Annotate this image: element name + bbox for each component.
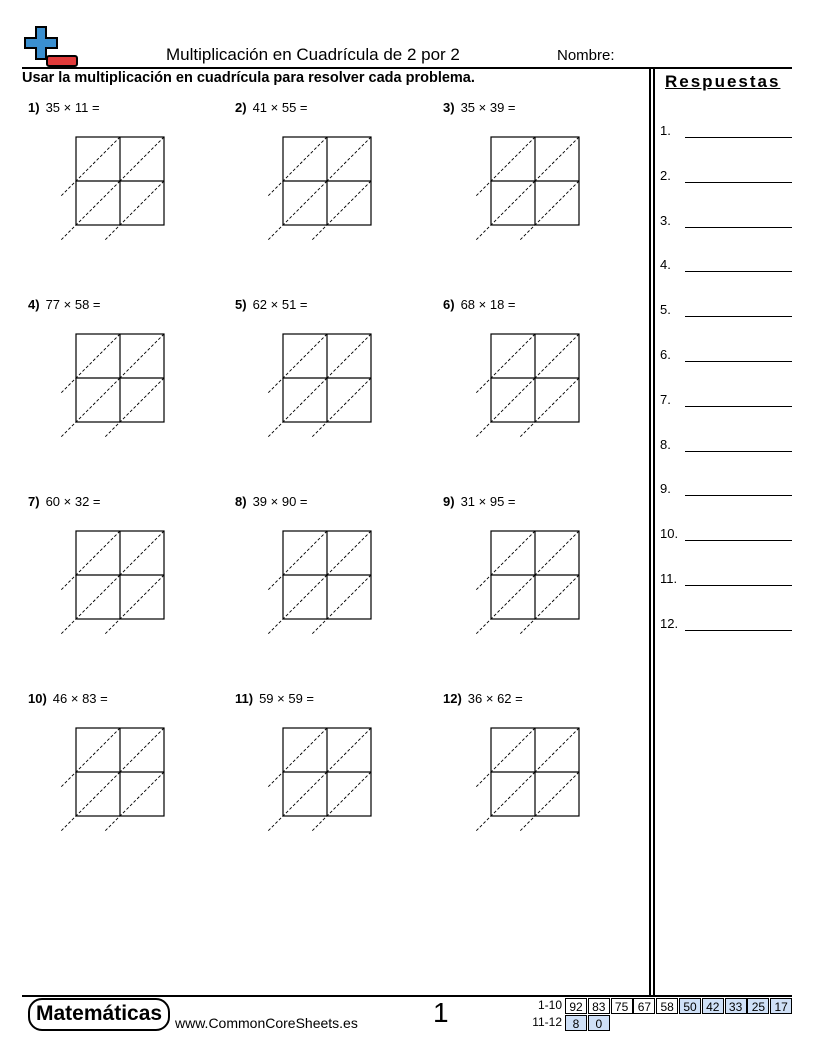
grid-diagonal bbox=[476, 137, 535, 196]
answer-number: 7. bbox=[660, 391, 671, 407]
grid-diagonal bbox=[476, 181, 535, 240]
problem bbox=[443, 691, 643, 881]
instructions: Usar la multiplicación en cuadrícula para resolver cada problema. bbox=[22, 70, 475, 86]
problem-expression: 41 × 55 = bbox=[252, 100, 308, 115]
answer-key-cell: 17 bbox=[770, 998, 792, 1014]
answer-blank[interactable] bbox=[685, 406, 792, 407]
grid-diagonal bbox=[268, 772, 327, 831]
grid-diagonal bbox=[105, 575, 164, 634]
name-label: Nombre: bbox=[557, 47, 615, 64]
answer-key-label: 1-10 bbox=[537, 998, 562, 1012]
grid-diagonal bbox=[61, 334, 120, 393]
lattice-grid[interactable] bbox=[443, 494, 643, 684]
problem-expression: 68 × 18 = bbox=[460, 297, 516, 312]
answer-blank[interactable] bbox=[685, 137, 792, 138]
problem bbox=[443, 494, 643, 684]
grid-diagonal bbox=[268, 137, 327, 196]
answer-key-cell: 33 bbox=[725, 998, 747, 1014]
grid-diagonal bbox=[61, 575, 120, 634]
problem bbox=[235, 297, 435, 487]
answer-number: 8. bbox=[660, 436, 671, 452]
problem-expression: 46 × 83 = bbox=[52, 691, 108, 706]
footer-rule bbox=[22, 995, 792, 997]
lattice-grid[interactable] bbox=[235, 691, 435, 881]
problem-expression: 36 × 62 = bbox=[467, 691, 523, 706]
grid-diagonal bbox=[535, 334, 579, 378]
grid-diagonal bbox=[105, 181, 164, 240]
problem bbox=[28, 494, 228, 684]
problem-number: 1) bbox=[28, 100, 40, 115]
lattice-grid[interactable] bbox=[28, 494, 228, 684]
lattice-grid[interactable] bbox=[443, 297, 643, 487]
grid-diagonal bbox=[520, 181, 579, 240]
grid-diagonal bbox=[535, 728, 579, 772]
answer-divider bbox=[649, 69, 651, 995]
grid-diagonal bbox=[476, 772, 535, 831]
problem bbox=[443, 297, 643, 487]
grid-diagonal bbox=[312, 378, 371, 437]
answer-blank[interactable] bbox=[685, 316, 792, 317]
brand-badge: Matemáticas bbox=[28, 998, 170, 1031]
answer-key-cell: 92 bbox=[565, 998, 587, 1014]
grid-diagonal bbox=[268, 181, 327, 240]
answer-row bbox=[660, 616, 795, 634]
plus-minus-logo-icon bbox=[22, 24, 80, 68]
logo bbox=[22, 24, 80, 68]
grid-diagonal bbox=[476, 378, 535, 437]
problem-expression: 31 × 95 = bbox=[460, 494, 516, 509]
problem-number: 3) bbox=[443, 100, 455, 115]
grid-diagonal bbox=[105, 378, 164, 437]
lattice-grid[interactable] bbox=[28, 100, 228, 290]
grid-diagonal bbox=[268, 728, 327, 787]
answer-number: 3. bbox=[660, 212, 671, 228]
problem-expression: 39 × 90 = bbox=[252, 494, 308, 509]
answers-title: Respuestas bbox=[665, 72, 781, 91]
problem bbox=[235, 691, 435, 881]
grid-diagonal bbox=[476, 531, 535, 590]
answer-key-cell: 83 bbox=[588, 998, 610, 1014]
answer-blank[interactable] bbox=[685, 182, 792, 183]
lattice-grid[interactable] bbox=[28, 297, 228, 487]
answer-blank[interactable] bbox=[685, 451, 792, 452]
lattice-grid[interactable] bbox=[235, 297, 435, 487]
answer-row bbox=[660, 213, 795, 231]
grid-diagonal bbox=[268, 378, 327, 437]
grid-diagonal bbox=[327, 728, 371, 772]
problem bbox=[28, 297, 228, 487]
page-title: Multiplicación en Cuadrícula de 2 por 2 bbox=[166, 45, 460, 64]
grid-diagonal bbox=[120, 137, 164, 181]
grid-diagonal bbox=[120, 728, 164, 772]
grid-diagonal bbox=[105, 772, 164, 831]
problem bbox=[28, 691, 228, 881]
lattice-grid[interactable] bbox=[235, 100, 435, 290]
grid-diagonal bbox=[61, 378, 120, 437]
grid-diagonal bbox=[312, 772, 371, 831]
problem bbox=[235, 100, 435, 290]
grid-diagonal bbox=[327, 137, 371, 181]
answer-divider-2 bbox=[653, 69, 655, 995]
problem bbox=[235, 494, 435, 684]
lattice-grid[interactable] bbox=[235, 494, 435, 684]
grid-diagonal bbox=[120, 334, 164, 378]
grid-diagonal bbox=[476, 334, 535, 393]
answer-row bbox=[660, 437, 795, 455]
answer-number: 10. bbox=[660, 526, 679, 542]
problem-expression: 62 × 51 = bbox=[252, 297, 308, 312]
answer-blank[interactable] bbox=[685, 585, 792, 586]
grid-diagonal bbox=[476, 728, 535, 787]
grid-diagonal bbox=[120, 531, 164, 575]
problem-expression: 77 × 58 = bbox=[45, 297, 101, 312]
answer-number: 9. bbox=[660, 481, 671, 497]
answer-row bbox=[660, 481, 795, 499]
grid-diagonal bbox=[61, 181, 120, 240]
grid-diagonal bbox=[312, 181, 371, 240]
problem-number: 5) bbox=[235, 297, 247, 312]
page-number: 1 bbox=[433, 997, 449, 1028]
problem-expression: 35 × 39 = bbox=[460, 100, 516, 115]
grid-diagonal bbox=[327, 531, 371, 575]
grid-diagonal bbox=[268, 531, 327, 590]
lattice-grid[interactable] bbox=[443, 100, 643, 290]
answer-number: 2. bbox=[660, 167, 671, 183]
problem-number: 2) bbox=[235, 100, 247, 115]
answer-key-cell: 0 bbox=[588, 1015, 610, 1031]
problem-number: 12) bbox=[443, 691, 462, 706]
website-url: www.CommonCoreSheets.es bbox=[175, 1015, 358, 1031]
grid-diagonal bbox=[535, 531, 579, 575]
problem-number: 11) bbox=[235, 691, 254, 706]
answer-number: 6. bbox=[660, 347, 671, 362]
lattice-grid[interactable] bbox=[28, 691, 228, 881]
answer-key-cell: 75 bbox=[611, 998, 633, 1014]
answer-row bbox=[660, 392, 795, 410]
answer-row bbox=[660, 123, 795, 141]
problem-number: 7) bbox=[28, 494, 40, 509]
answer-key-cell: 58 bbox=[656, 998, 678, 1014]
answer-key-cell: 8 bbox=[565, 1015, 587, 1031]
answer-key-cell: 67 bbox=[633, 998, 655, 1014]
lattice-grid[interactable] bbox=[443, 691, 643, 881]
answer-blank[interactable] bbox=[685, 271, 792, 272]
answer-blank[interactable] bbox=[685, 227, 792, 228]
grid-diagonal bbox=[268, 575, 327, 634]
grid-diagonal bbox=[61, 137, 120, 196]
grid-diagonal bbox=[476, 575, 535, 634]
problem-expression: 35 × 11 = bbox=[45, 100, 100, 115]
problem-number: 4) bbox=[28, 297, 40, 312]
grid-diagonal bbox=[520, 575, 579, 634]
problem-number: 9) bbox=[443, 494, 455, 509]
answer-number: 5. bbox=[660, 302, 671, 318]
answer-blank[interactable] bbox=[685, 630, 792, 631]
answer-key-cell: 25 bbox=[747, 998, 769, 1014]
problem bbox=[28, 100, 228, 290]
grid-diagonal bbox=[520, 378, 579, 437]
grid-diagonal bbox=[61, 531, 120, 590]
answer-row bbox=[660, 347, 795, 365]
answer-row bbox=[660, 526, 795, 544]
answer-number: 4. bbox=[660, 257, 671, 273]
grid-diagonal bbox=[327, 334, 371, 378]
problem-expression: 59 × 59 = bbox=[259, 691, 315, 706]
problem-expression: 60 × 32 = bbox=[45, 494, 101, 509]
answer-key-cell: 42 bbox=[702, 998, 724, 1014]
grid-diagonal bbox=[520, 772, 579, 831]
answer-key-label: 11-12 bbox=[532, 1015, 562, 1029]
answer-key-cell: 50 bbox=[679, 998, 701, 1014]
problem-number: 8) bbox=[235, 494, 247, 509]
answer-row bbox=[660, 571, 795, 589]
answer-blank[interactable] bbox=[685, 540, 792, 541]
problem-number: 6) bbox=[443, 297, 455, 312]
answer-row bbox=[660, 168, 795, 186]
header-rule bbox=[22, 67, 792, 69]
answer-row bbox=[660, 257, 795, 275]
answer-number: 11. bbox=[660, 571, 678, 586]
answer-number: 1. bbox=[660, 123, 671, 138]
problem bbox=[443, 100, 643, 290]
answer-number: 12. bbox=[660, 615, 679, 631]
grid-diagonal bbox=[61, 772, 120, 831]
grid-diagonal bbox=[61, 728, 120, 787]
answer-blank[interactable] bbox=[685, 495, 792, 496]
problem-number: 10) bbox=[28, 691, 47, 706]
answer-blank[interactable] bbox=[685, 361, 792, 362]
grid-diagonal bbox=[312, 575, 371, 634]
grid-diagonal bbox=[268, 334, 327, 393]
grid-diagonal bbox=[535, 137, 579, 181]
answer-row bbox=[660, 302, 795, 320]
